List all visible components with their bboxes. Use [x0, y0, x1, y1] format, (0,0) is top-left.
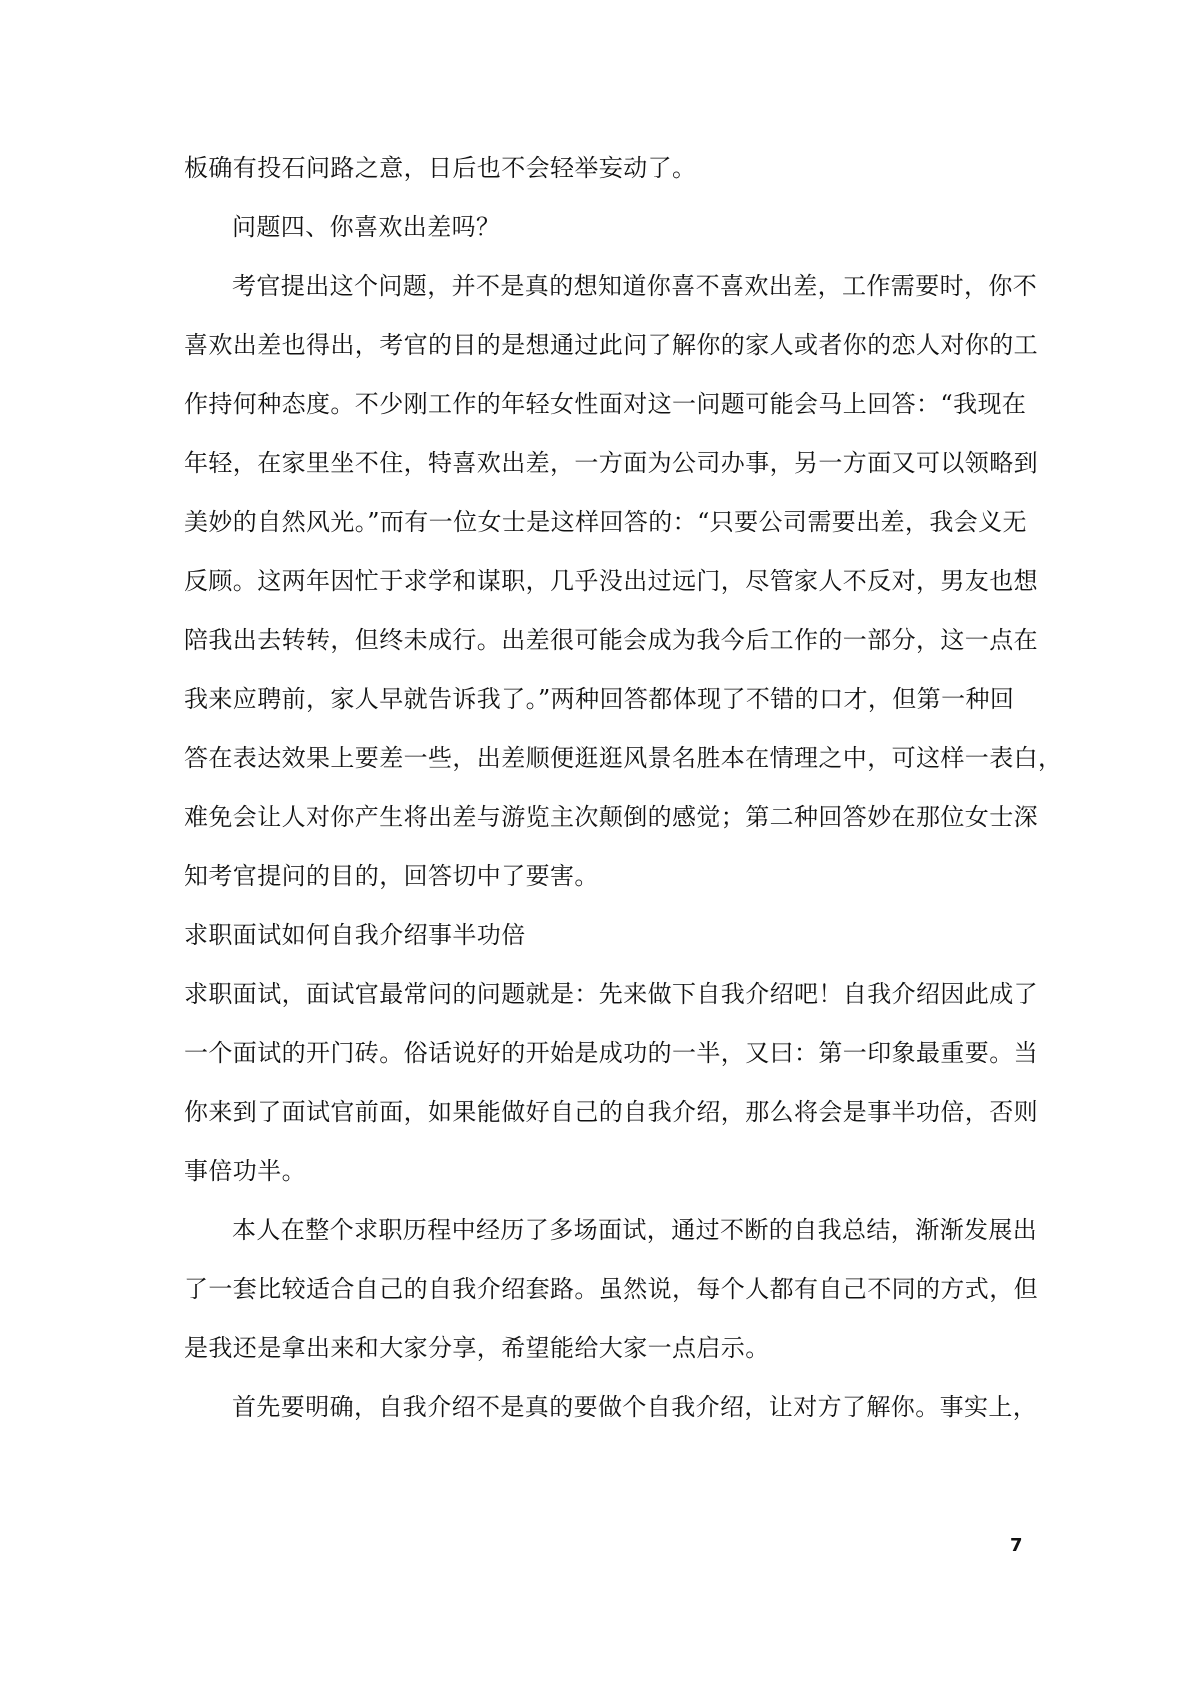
text-line: 知考官提问的目的，回答切中了要害。 [184, 862, 599, 890]
text-line: 考官提出这个问题，并不是真的想知道你喜不喜欢出差，工作需要时，你不 [232, 272, 1038, 300]
text-line: 求职面试，面试官最常问的问题就是：先来做下自我介绍吧！自我介绍因此成了 [184, 980, 1038, 1008]
text-line: 事倍功半。 [184, 1157, 306, 1185]
text-line: 我来应聘前，家人早就告诉我了。”两种回答都体现了不错的口才，但第一种回 [184, 685, 1015, 713]
text-line: 作持何种态度。不少刚工作的年轻女性面对这一问题可能会马上回答：“我现在 [184, 390, 1027, 418]
question-heading: 问题四、你喜欢出差吗？ [232, 213, 501, 241]
text-line: 喜欢出差也得出，考官的目的是想通过此问了解你的家人或者你的恋人对你的工 [184, 331, 1038, 359]
text-line: 是我还是拿出来和大家分享，希望能给大家一点启示。 [184, 1334, 770, 1362]
text-line: 陪我出去转转，但终未成行。出差很可能会成为我今后工作的一部分，这一点在 [184, 626, 1038, 654]
text-line: 了一套比较适合自己的自我介绍套路。虽然说，每个人都有自己不同的方式，但 [184, 1275, 1038, 1303]
text-line: 一个面试的开门砖。俗话说好的开始是成功的一半，又曰：第一印象最重要。当 [184, 1039, 1038, 1067]
text-line: 反顾。这两年因忙于求学和谋职，几乎没出过远门，尽管家人不反对，男友也想 [184, 567, 1038, 595]
text-line: 年轻，在家里坐不住，特喜欢出差，一方面为公司办事，另一方面又可以领略到 [184, 449, 1038, 477]
text-line: 你来到了面试官前面，如果能做好自己的自我介绍，那么将会是事半功倍，否则 [184, 1098, 1038, 1126]
page-number: 7 [1010, 1535, 1023, 1556]
text-line: 美妙的自然风光。”而有一位女士是这样回答的：“只要公司需要出差，我会义无 [184, 508, 1027, 536]
text-line: 难免会让人对你产生将出差与游览主次颠倒的感觉；第二种回答妙在那位女士深 [184, 803, 1038, 831]
text-line: 本人在整个求职历程中经历了多场面试，通过不断的自我总结，渐渐发展出 [232, 1216, 1038, 1244]
text-line: 首先要明确，自我介绍不是真的要做个自我介绍，让对方了解你。事实上， [232, 1393, 1038, 1421]
section-heading: 求职面试如何自我介绍事半功倍 [184, 921, 526, 949]
text-line: 板确有投石问路之意，日后也不会轻举妄动了。 [184, 154, 697, 182]
text-line: 答在表达效果上要差一些，出差顺便逛逛风景名胜本在情理之中，可这样一表白， [184, 744, 1063, 772]
